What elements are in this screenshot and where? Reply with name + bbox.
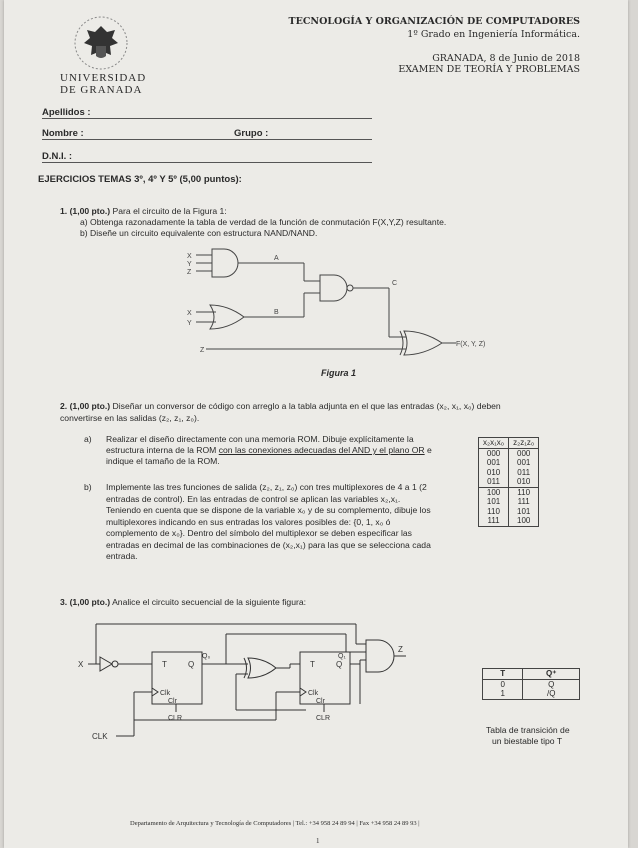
ex2-b-label: b)	[84, 482, 92, 492]
and-gate-z	[366, 640, 394, 672]
or-gate-b	[210, 305, 244, 329]
table-cell: 001	[509, 458, 539, 468]
ff1-clr-input: CLR	[316, 715, 331, 722]
seq-z-label: Z	[398, 645, 403, 654]
code-converter-table	[478, 437, 539, 527]
ex2-a-line2	[106, 445, 432, 457]
ff0-t-label: T	[162, 660, 167, 669]
course-title: TECNOLOGÍA Y ORGANIZACIÓN DE COMPUTADORES	[288, 16, 580, 27]
ex3-points: (1,00 pto.)	[69, 597, 111, 607]
fig1-label-a: A	[274, 255, 279, 262]
exam-page	[4, 0, 628, 848]
table-cell: /Q	[523, 689, 580, 699]
footer-text: Departamento de Arquitectura y Tecnología de Computadores | Tel.: +34 958 24 89 94 | Fax +34 958 24 89 93 |	[130, 820, 420, 827]
table-cell: 010	[479, 468, 509, 478]
table-cell: 110	[509, 487, 539, 497]
fig1-x2: X	[187, 310, 192, 317]
ex2-b-line: entradas de control). En las entradas de control se aplican las variables x₂,x₁.	[106, 493, 401, 504]
table-cell: 110	[479, 507, 509, 517]
table-row	[479, 487, 539, 497]
table-cell: 100	[479, 487, 509, 497]
fig1-z1: Z	[187, 269, 192, 276]
ex2-a-line2-post: e	[424, 445, 432, 455]
university-crest-icon	[70, 14, 132, 72]
grupo-label: Grupo :	[234, 128, 269, 139]
table-row	[479, 516, 539, 526]
table-cell: 101	[479, 497, 509, 507]
fig1-output: F(X, Y, Z)	[456, 341, 486, 348]
table-cell: Q	[523, 679, 580, 689]
table-header: z₂z₁z₀	[509, 438, 539, 449]
table-header: x₂x₁x₀	[479, 438, 509, 449]
ex1-heading	[60, 206, 227, 218]
xor-gate-seq	[248, 658, 276, 678]
table-header: T	[483, 669, 523, 680]
nombre-grupo-line[interactable]	[42, 139, 372, 140]
xor-gate	[404, 331, 442, 355]
dni-line[interactable]	[42, 162, 372, 163]
table-cell: 100	[509, 516, 539, 526]
q1-label: Q₁	[338, 653, 346, 660]
table-cell: 111	[509, 497, 539, 507]
table-cell: 111	[479, 516, 509, 526]
table-row	[479, 497, 539, 507]
ex1-number: 1.	[60, 206, 68, 216]
ex2-a-line1: Realizar el diseño directamente con una memoria ROM. Dibuje explícitamente la	[106, 434, 414, 444]
section-title: EJERCICIOS TEMAS 3º, 4º Y 5º (5,00 puntos):	[38, 174, 242, 185]
exam-date: GRANADA, 8 de Junio de 2018	[432, 53, 580, 64]
and-gate-a	[212, 249, 238, 277]
table-cell: 011	[479, 477, 509, 487]
figure1-caption: Figura 1	[321, 368, 357, 378]
ff1-clr-label: Clr	[316, 698, 325, 705]
table-row	[479, 448, 539, 458]
fig1-y2: Y	[187, 320, 192, 327]
ex2-a-line2-pre: estructura interna de la ROM	[106, 445, 219, 455]
university-name-line1: UNIVERSIDAD	[60, 72, 147, 84]
ex2-b-line: entrada.	[106, 551, 138, 561]
ex2-intro-line1: Diseñar un conversor de código con arreglo a la tabla adjunta en el que las entradas (x₂, x₁, x₀) deben	[112, 401, 501, 411]
table-cell: 101	[509, 507, 539, 517]
t-table-caption-line2: un biestable tipo T	[492, 736, 563, 746]
ex2-number: 2.	[60, 401, 68, 411]
table-cell: 0	[483, 679, 523, 689]
seq-x-label: X	[78, 660, 84, 669]
nand-gate-c	[320, 275, 347, 301]
ff1-clk-label: Clk	[308, 690, 319, 697]
ex2-b-line: Teniendo en cuenta que se dispone de la variable x₀ y de su complemento, dibuje los	[106, 505, 431, 515]
nombre-label: Nombre :	[42, 128, 84, 139]
ff0-clr-label: Clr	[168, 698, 177, 705]
table-row	[483, 679, 580, 689]
apellidos-label: Apellidos :	[42, 107, 91, 118]
table-row	[479, 468, 539, 478]
apellidos-line[interactable]	[42, 118, 372, 119]
degree-name: 1º Grado en Ingeniería Informática.	[407, 29, 580, 40]
table-header: Q⁺	[523, 669, 580, 680]
ex1-points: (1,00 pto.)	[69, 206, 111, 216]
ex2-b-line: entradas en decimal de las combinaciones de (x₂,x₁) para las que se selecciona cada	[106, 539, 431, 550]
ex2-b-line: complemento de x₀}. Dentro del símbolo del multiplexor se deben especificar las	[106, 528, 412, 538]
ff0-q-label: Q	[188, 660, 195, 669]
ex2-points: (1,00 pto.)	[69, 401, 111, 411]
t-table-caption-line1: Tabla de transición de	[486, 725, 570, 735]
seq-clk-label: CLK	[92, 732, 108, 741]
exam-type: EXAMEN DE TEORÍA Y PROBLEMAS	[398, 64, 580, 75]
table-cell: 001	[479, 458, 509, 468]
inverter-gate	[100, 657, 112, 671]
table-cell: 000	[479, 448, 509, 458]
fig1-label-c: C	[392, 280, 398, 287]
table-row	[479, 507, 539, 517]
page-number: 1	[316, 837, 320, 845]
figure1-circuit	[184, 245, 514, 360]
table-cell: 1	[483, 689, 523, 699]
ex2-a-line3: indique el tamaño de la ROM.	[106, 456, 220, 466]
ex2-heading	[60, 401, 600, 413]
ex3-heading	[60, 597, 306, 609]
t-flipflop-table	[482, 668, 580, 700]
ex3-number: 3.	[60, 597, 68, 607]
table-row	[479, 477, 539, 487]
fig1-label-b: B	[274, 309, 279, 316]
table-cell: 010	[509, 477, 539, 487]
dni-label: D.N.I. :	[42, 151, 73, 162]
ff1-q-label: Q	[336, 660, 343, 669]
ex3-intro: Analice el circuito secuencial de la siguiente figura:	[112, 597, 307, 607]
ex1-part-b: b) Diseñe un circuito equivalente con estructura NAND/NAND.	[80, 228, 318, 238]
table-row	[483, 689, 580, 699]
ex2-b-line: multiplexores indicando en sus entradas los valores posibles de: {0, 1, x₀ ó	[106, 516, 391, 527]
ex1-part-a: a) Obtenga razonadamente la tabla de verdad de la función de conmutación F(X,Y,Z) resultante.	[80, 217, 447, 227]
sequential-circuit	[76, 612, 416, 742]
ex2-intro-line2: convertirse en las salidas (z₂, z₁, z₀).	[60, 413, 200, 423]
ff0-clr-input: CLR	[168, 715, 183, 722]
ex2-b-line: Implemente las tres funciones de salida (z₂, z₁, z₀) con tres multiplexores de 4 a 1 (2	[106, 482, 427, 492]
ex1-intro: Para el circuito de la Figura 1:	[112, 206, 227, 216]
ex2-b-text	[106, 482, 431, 563]
ff0-clk-label: Clk	[160, 690, 171, 697]
fig1-x1: X	[187, 253, 192, 260]
fig1-z2: Z	[200, 347, 205, 354]
ff1-t-label: T	[310, 660, 315, 669]
ex2-a-label: a)	[84, 434, 92, 444]
university-name-line2: DE GRANADA	[60, 84, 143, 96]
fig1-y1: Y	[187, 261, 192, 268]
table-cell: 011	[509, 468, 539, 478]
table-cell: 000	[509, 448, 539, 458]
ex2-a-line2-underlined: con las conexiones adecuadas del AND y el plano OR	[218, 445, 425, 455]
q0-label: Q₀	[202, 653, 211, 660]
table-row	[479, 458, 539, 468]
